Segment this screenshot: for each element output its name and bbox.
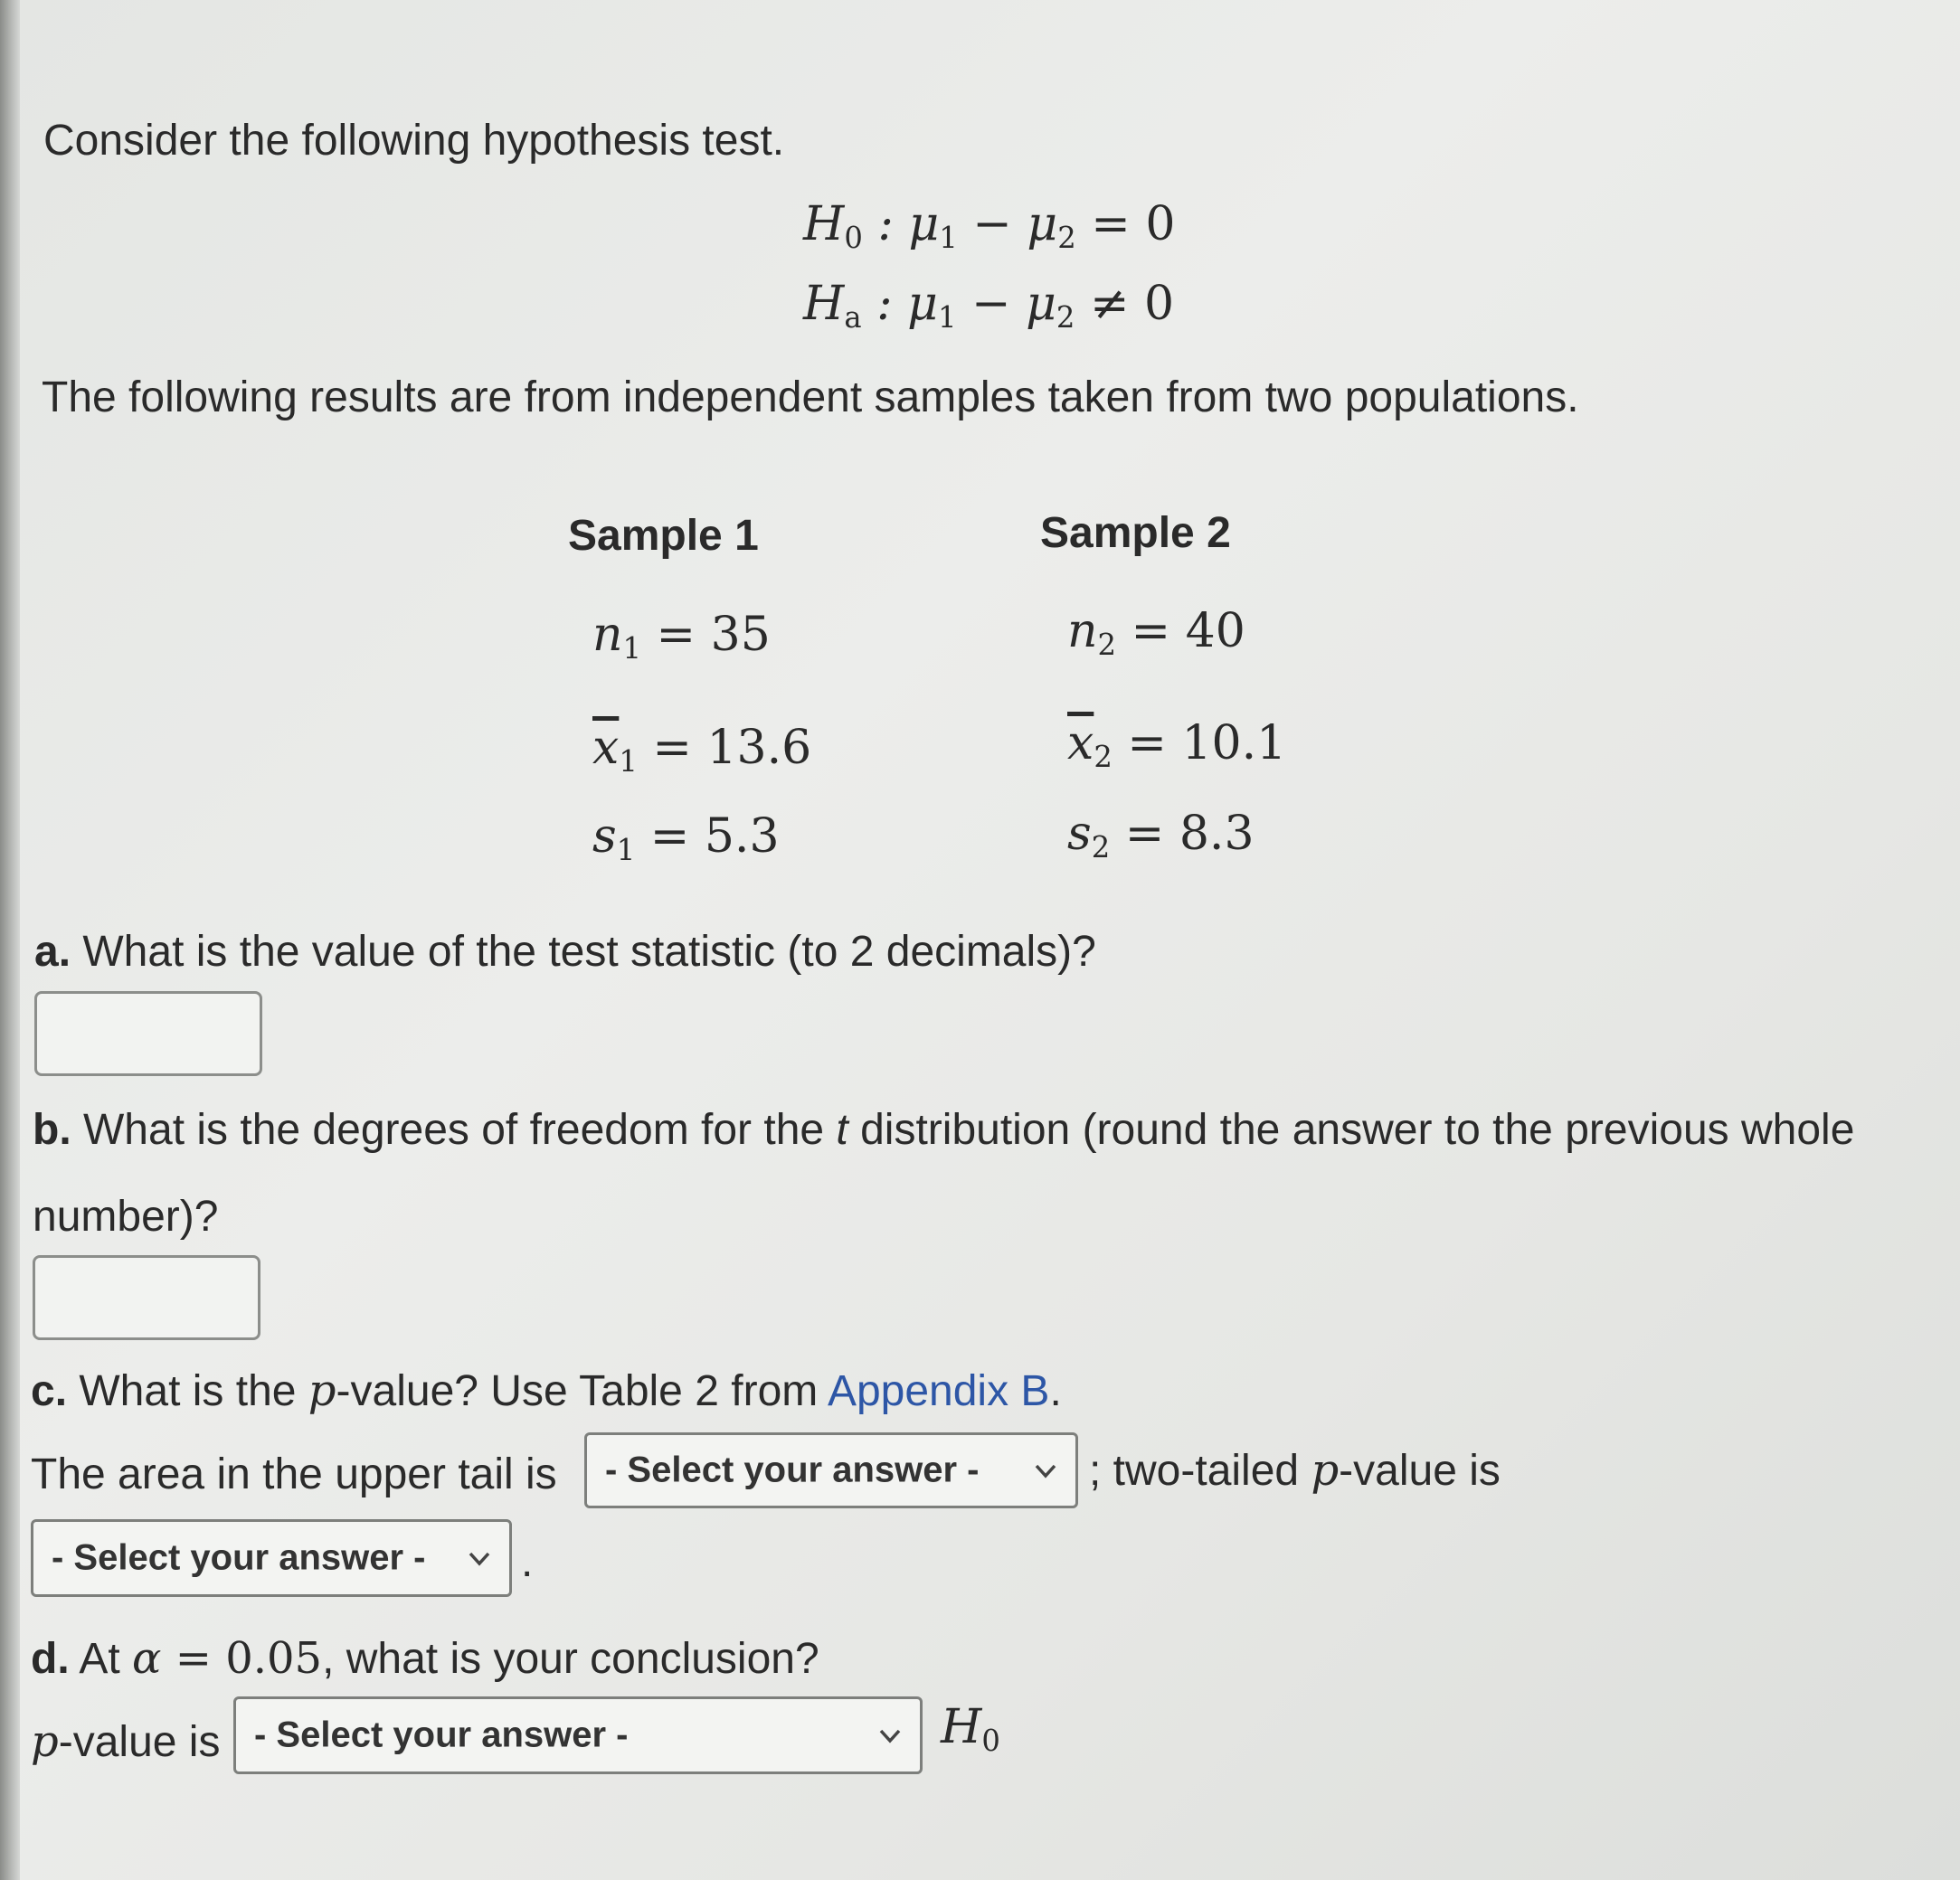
question-c: c. What is the p-value? Use Table 2 from Appendix B.: [31, 1365, 1062, 1416]
upper-tail-select-value: - Select your answer -: [605, 1450, 980, 1490]
sample1-mean: $\overline{x}_1 = 13.6$: [592, 721, 812, 779]
sample2-header: Sample 2: [1040, 509, 1231, 557]
pvalue-is-text: p-value is: [31, 1716, 221, 1767]
two-tailed-pvalue-select[interactable]: [31, 1519, 512, 1597]
period: .: [521, 1538, 534, 1586]
sample2-mean: $\overline{x}_2 = 10.1$: [1067, 716, 1287, 775]
intro-text: Consider the following hypothesis test.: [43, 117, 785, 165]
question-a: a. What is the value of the test statistic (to 2 decimals)?: [34, 928, 1096, 976]
conclusion-select-value: - Select your answer -: [254, 1715, 629, 1755]
sample1-sd: $s_1 = 5.3$: [592, 809, 780, 868]
two-tailed-text: ; two-tailed p-value is: [1089, 1445, 1501, 1496]
sample2-n: $n_2 = 40$: [1067, 604, 1245, 663]
chevron-down-icon: [1032, 1457, 1059, 1484]
sample1-header: Sample 1: [568, 512, 759, 560]
null-hypothesis: $H_0$ : $\mu_1 - \mu_2 = 0$: [803, 197, 1176, 256]
alternative-hypothesis: $H_a$ : $\mu_1 - \mu_2 \ne 0$: [803, 277, 1175, 335]
two-tailed-select-value: - Select your answer -: [52, 1537, 426, 1578]
question-d: d. At α = 0.05, what is your conclusion?: [31, 1633, 819, 1684]
appendix-b-link[interactable]: Appendix B: [827, 1367, 1050, 1415]
conclusion-select[interactable]: [233, 1696, 923, 1774]
window-edge: [0, 0, 20, 1880]
test-statistic-input[interactable]: [34, 991, 262, 1076]
upper-tail-select[interactable]: [584, 1432, 1078, 1508]
upper-tail-text: The area in the upper tail is: [31, 1450, 557, 1498]
sample2-sd: $s_2 = 8.3$: [1067, 807, 1255, 865]
chevron-down-icon: [876, 1722, 904, 1749]
question-b-line2: number)?: [33, 1193, 219, 1241]
chevron-down-icon: [466, 1545, 493, 1572]
question-b: b. What is the degrees of freedom for the t distribution (round the answer to the previous whole: [33, 1106, 1855, 1154]
h0-symbol: $H_0$: [941, 1700, 1000, 1759]
results-text: The following results are from independent samples taken from two populations.: [42, 373, 1579, 421]
degrees-of-freedom-input[interactable]: [33, 1255, 260, 1340]
sample1-n: $n_1 = 35$: [592, 608, 771, 666]
